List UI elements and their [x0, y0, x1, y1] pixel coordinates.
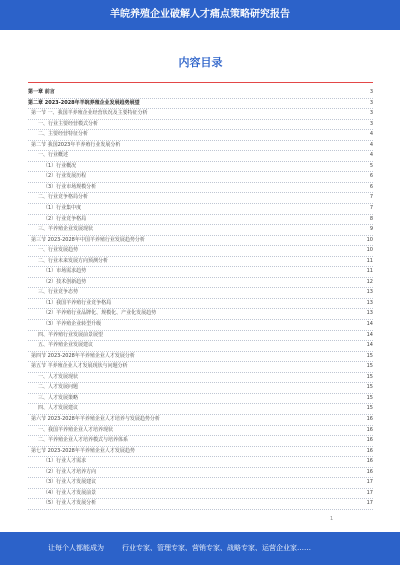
toc-entry[interactable] [28, 267, 373, 278]
toc-entry-page: 14 [365, 341, 373, 351]
toc-entry-page: 17 [365, 489, 373, 499]
toc-entry-page: 13 [365, 299, 373, 309]
toc-entry[interactable] [28, 288, 373, 299]
toc-entry[interactable] [28, 352, 373, 363]
toc-entry-text: （3）羊养殖企业转型升级 [43, 320, 103, 330]
toc-entry-page: 17 [365, 499, 373, 509]
toc-entry-text: 一、我国羊养殖企业人才培养现状 [38, 426, 115, 436]
toc-entry[interactable] [28, 257, 373, 268]
toc-entry-text: 一、行业主要经营模式分析 [38, 120, 100, 130]
toc-entry-page: 16 [365, 426, 373, 436]
page-number: 1 [330, 516, 334, 522]
toc-entry[interactable] [28, 278, 373, 289]
document-header [0, 0, 400, 30]
toc-entry[interactable] [28, 120, 373, 131]
toc-entry-text: 二、行业未来发展方向预测分析 [38, 257, 110, 267]
toc-entry-page: 7 [368, 204, 373, 214]
toc-entry[interactable] [28, 383, 373, 394]
toc-entry[interactable] [28, 457, 373, 468]
toc-entry-text: 五、羊养殖企业发展建议 [38, 341, 95, 351]
toc-entry-page: 16 [365, 457, 373, 467]
document-page [28, 44, 373, 507]
toc-entry-page: 15 [365, 394, 373, 404]
toc-entry-text: 二、行业竞争格局分析 [38, 193, 90, 203]
toc-entry-page: 4 [368, 151, 373, 161]
toc-entry-text: 第三节 2023-2028年中国羊养殖行业发展趋势分析 [31, 236, 147, 246]
header-title: 羊皖养殖企业破解人才痛点策略研究报告 [110, 9, 290, 20]
toc-entry-text: （1）行业概况 [43, 162, 78, 172]
toc-entry[interactable] [28, 172, 373, 183]
toc-entry-page: 16 [365, 447, 373, 457]
toc-entry-page: 3 [368, 120, 373, 130]
footer-right-text: 行业专家、管理专家、营销专家、战略专家、运营企业家…… [122, 544, 311, 552]
toc-entry-text: （5）行业人才发展分析 [43, 499, 98, 509]
toc-entry-text: （1）市场需求趋势 [43, 267, 88, 277]
toc-entry-page: 3 [368, 99, 373, 109]
toc-entry[interactable] [28, 331, 373, 342]
toc-entry[interactable] [28, 225, 373, 236]
toc-entry-text: 四、羊养殖行业发展前景展望 [38, 331, 105, 341]
toc-entry[interactable] [28, 99, 373, 110]
toc-entry[interactable] [28, 426, 373, 437]
toc-entry-page: 7 [368, 193, 373, 203]
toc-entry-page: 3 [368, 88, 373, 98]
toc-entry[interactable] [28, 109, 373, 120]
toc-entry-text: 一、行业概述 [38, 151, 70, 161]
toc-entry[interactable] [28, 447, 373, 458]
toc-entry[interactable] [28, 236, 373, 247]
toc-entry[interactable] [28, 193, 373, 204]
toc-entry[interactable] [28, 246, 373, 257]
toc-entry-text: （1）我国羊养殖行业竞争格局 [43, 299, 113, 309]
table-of-contents [28, 88, 373, 510]
toc-entry-page: 15 [365, 362, 373, 372]
toc-entry[interactable] [28, 141, 373, 152]
toc-entry-page: 4 [368, 141, 373, 151]
toc-entry-page: 13 [365, 309, 373, 319]
toc-entry-text: （2）行业竞争格局 [43, 215, 88, 225]
toc-entry[interactable] [28, 362, 373, 373]
toc-entry-text: 三、人才发展策略 [38, 394, 80, 404]
toc-entry-text: （2）行业发展历程 [43, 172, 88, 182]
toc-entry-text: （3）行业人才发展建议 [43, 478, 98, 488]
toc-entry-text: 二、羊养殖企业人才培养模式与培养体系 [38, 436, 130, 446]
toc-entry[interactable] [28, 499, 373, 510]
toc-entry-page: 5 [368, 162, 373, 172]
toc-entry-text: 第二节 我国2023年羊养殖行业发展分析 [31, 141, 122, 151]
toc-entry[interactable] [28, 215, 373, 226]
toc-entry-text: 二、人才发展问题 [38, 383, 80, 393]
toc-entry-page: 16 [365, 468, 373, 478]
toc-entry[interactable] [28, 415, 373, 426]
toc-entry-text: （2）羊养殖行业品牌化、规模化、产业化发展趋势 [43, 309, 158, 319]
toc-top-rule [28, 82, 373, 83]
toc-entry-text: 四、人才发展建议 [38, 404, 80, 414]
toc-entry-text: （1）行业人才需求 [43, 457, 88, 467]
toc-entry[interactable] [28, 404, 373, 415]
toc-entry-page: 17 [365, 478, 373, 488]
toc-entry-text: 三、行业竞争态势 [38, 288, 80, 298]
toc-entry-page: 16 [365, 415, 373, 425]
toc-entry[interactable] [28, 320, 373, 331]
toc-entry-text: （2）技术创新趋势 [43, 278, 88, 288]
toc-entry[interactable] [28, 88, 373, 99]
toc-entry-text: 一、人才发展现状 [38, 373, 80, 383]
toc-entry-page: 3 [368, 109, 373, 119]
toc-entry[interactable] [28, 436, 373, 447]
toc-entry-page: 15 [365, 404, 373, 414]
toc-entry-page: 6 [368, 172, 373, 182]
toc-entry-text: （1）行业集中度 [43, 204, 83, 214]
toc-entry-text: 三、羊养殖企业发展现状 [38, 225, 95, 235]
toc-entry[interactable] [28, 478, 373, 489]
toc-entry-text: （2）行业人才培养方向 [43, 468, 98, 478]
toc-entry-page: 10 [365, 246, 373, 256]
toc-entry-page: 8 [368, 215, 373, 225]
toc-entry-page: 9 [368, 225, 373, 235]
toc-entry-text: 第六节 2023-2028年羊养殖企业人才培养与发展趋势分析 [31, 415, 162, 425]
toc-entry-page: 16 [365, 436, 373, 446]
toc-entry-text: 第一章 前言 [28, 88, 57, 98]
toc-entry-text: （4）行业人才发展前景 [43, 489, 98, 499]
toc-entry-page: 4 [368, 130, 373, 140]
toc-entry[interactable] [28, 373, 373, 384]
toc-entry[interactable] [28, 162, 373, 173]
toc-entry[interactable] [28, 341, 373, 352]
toc-entry-page: 13 [365, 288, 373, 298]
toc-entry[interactable] [28, 130, 373, 141]
toc-entry-text: 第四节 2023-2028年羊养殖企业人才发展分析 [31, 352, 137, 362]
toc-entry-text: 二、主要经营特征分析 [38, 130, 90, 140]
toc-entry-page: 11 [365, 257, 373, 267]
toc-entry[interactable] [28, 468, 373, 479]
toc-entry-page: 11 [365, 267, 373, 277]
footer-left-text: 让每个人都能成为 [48, 544, 104, 552]
toc-entry[interactable] [28, 183, 373, 194]
toc-entry-text: 一、行业发展趋势 [38, 246, 80, 256]
toc-entry-text: 第一节 一、我国羊养殖企业经营状况及主要特征分析 [31, 109, 150, 119]
toc-entry-page: 10 [365, 236, 373, 246]
toc-entry-page: 15 [365, 373, 373, 383]
toc-entry-text: 第七节 2023-2028年羊养殖企业人才发展趋势 [31, 447, 137, 457]
toc-entry-page: 15 [365, 383, 373, 393]
toc-entry[interactable] [28, 299, 373, 310]
toc-entry-page: 12 [365, 278, 373, 288]
document-footer [0, 532, 400, 565]
toc-entry-page: 14 [365, 331, 373, 341]
toc-entry-text: 第五节 羊养殖企业人才发展现状与问题分析 [31, 362, 130, 372]
toc-entry[interactable] [28, 151, 373, 162]
toc-entry[interactable] [28, 204, 373, 215]
toc-entry[interactable] [28, 489, 373, 500]
toc-entry-text: 第二章 2023-2028年羊皖养殖企业发展趋势展望 [28, 99, 142, 109]
toc-entry-page: 6 [368, 183, 373, 193]
toc-entry-page: 14 [365, 320, 373, 330]
toc-entry-text: （3）行业市场规模分析 [43, 183, 98, 193]
toc-entry[interactable] [28, 309, 373, 320]
toc-entry[interactable] [28, 394, 373, 405]
toc-title: 内容目录 [178, 56, 223, 69]
toc-entry-page: 15 [365, 352, 373, 362]
